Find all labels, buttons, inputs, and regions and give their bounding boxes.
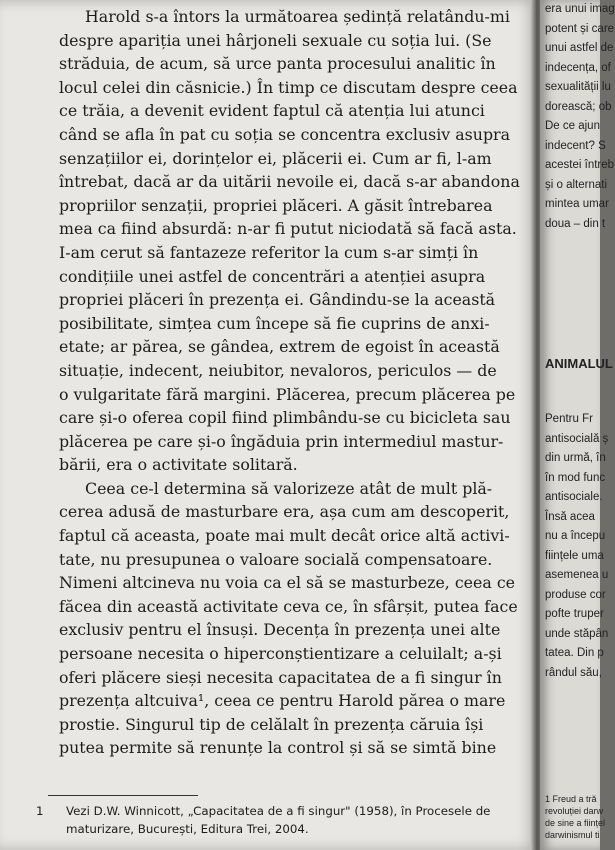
text-line: Ceea ce-l determina să valorizeze atât de mult plă- (85, 478, 493, 498)
text-line: putea permite să renunțe la control și să se simtă bine (59, 738, 497, 758)
right-page-line: mintea umar (545, 198, 609, 210)
footnote-line-1 (36, 803, 526, 821)
right-page-line: ființele uma (545, 549, 604, 562)
right-page-line: în mod func (545, 471, 606, 484)
right-page-line: asemenea u (545, 569, 609, 581)
text-line: despre apariția unei hârjoneli sexuale cu soția lui. (Se (59, 30, 492, 50)
right-page-line: și o alternati (545, 178, 608, 191)
footnote-number: 1 (36, 804, 44, 818)
right-page-footnote (540, 793, 605, 841)
right-page-line: unui astfel de (545, 42, 614, 54)
text-line: care și-o oferea copil fiind plimbându-se cu bicicleta sau (59, 408, 511, 428)
right-page-line: tatea. Din p (545, 647, 604, 659)
right-page-heading: ANIMALUL (545, 356, 613, 371)
right-page-line: De ce ajun (545, 120, 600, 132)
text-line: mea ca fiind absurdă: n-ar fi putut niciodată să facă asta. (59, 219, 517, 239)
right-page-line: revoluției darw (545, 806, 604, 816)
text-line: tate, nu presupunea o valoare socială compensatoare. (59, 549, 493, 569)
text-line: cerea adusă de masturbare era, așa cum am descoperit, (59, 502, 510, 522)
text-line: Harold s-a întors la următoarea ședință relatându-mi (85, 7, 510, 26)
right-page-line: dorească; ob (545, 100, 612, 113)
text-line: propriei plăceri în prezența ei. Gândindu-se la această (59, 290, 496, 310)
right-page-line: potent și care (545, 22, 615, 35)
right-page-line: pofte truper (545, 608, 604, 620)
text-line: faptul că aceasta, poate mai mult decât orice altă activi- (59, 526, 510, 546)
text-line: ce trăia, a devenit evident faptul că atenția lui atunci (59, 101, 485, 121)
text-line: bării, era o activitate solitară. (59, 455, 298, 475)
right-page-line: acestei întreb (545, 159, 615, 171)
right-page-line: doua – din t (545, 217, 606, 230)
right-page-line: produse cor (545, 588, 606, 601)
text-line: condițiile unei astfel de concentrări a atenției asupra (59, 266, 486, 286)
right-page-line: darwinismul ti (545, 830, 600, 840)
right-page-line: antisocială ș (545, 432, 609, 445)
text-line: persoane necesita o hiperconștientizare a celuilalt; a-și (59, 644, 502, 664)
text-line: senzațiilor ei, dorințelor ei, plăcerii ei. Cum ar fi, l-am (59, 148, 492, 168)
right-page-line: unde stăpân (545, 627, 609, 640)
right-page-line: antisociale. (545, 491, 603, 503)
text-line: I-am cerut să fantazeze referitor la cum s-ar simți în (59, 242, 479, 262)
right-page-line: rândul său, (545, 666, 602, 679)
text-line: situație, indecent, neiubitor, nevaloros, periculos — de (59, 360, 497, 380)
right-page-line: de sine a ființel (545, 818, 606, 828)
text-line: o vulgaritate fără margini. Plăcerea, precum plăcerea pe (59, 384, 516, 404)
footnote-text-1: Vezi D.W. Winnicott, „Capacitatea de a fi singur" (1958), în Procesele de (66, 804, 491, 818)
right-page-line: 1 Freud a tră (545, 794, 597, 804)
right-page-line: Pentru Fr (545, 413, 593, 425)
text-line: plăcerea pe care și-o îngăduia prin intermediul mastur- (59, 431, 504, 451)
footnote-rule (48, 795, 198, 796)
text-line: Nimeni altcineva nu voia ca el să se masturbeze, ceea ce (59, 573, 516, 593)
right-page-line: nu a începu (545, 530, 606, 542)
footnote (36, 803, 526, 838)
text-line: oferi plăcere sieși necesita capacitatea de a fi singur în (59, 667, 502, 687)
body-text (59, 5, 521, 760)
text-line: întrebat, dacă ar da uitării nevoile ei, dacă s-ar abandona (59, 172, 520, 192)
right-page-bottom-text (540, 410, 608, 683)
text-line: etate; ar părea, se gândea, extrem de egoist în această (59, 337, 500, 357)
right-page-top-text (540, 0, 615, 234)
text-line: exclusiv pentru el însuși. Decența în prezența unei alte (59, 620, 501, 640)
right-page-line: indecent? S (545, 139, 606, 152)
right-page-line: sexualității lu (545, 81, 611, 93)
right-page-line: Însă acea (545, 510, 595, 523)
text-line: prezența altcuiva¹, ceea ce pentru Harold părea o mare (59, 691, 506, 711)
text-line: posibilitate, simțea cum începe să fie cuprins de anxi- (59, 313, 490, 333)
footnote-text-2: maturizare, București, Editura Trei, 2004. (66, 821, 309, 836)
text-line: străduia, de acum, să urce panta procesului analitic în (59, 54, 496, 74)
right-page-line: indecența, of (545, 61, 611, 74)
text-line: când se afla în pat cu soția se concentra exclusiv asupra (59, 124, 511, 144)
right-page-line: din urmă, în (545, 452, 606, 464)
text-line: locul celei din căsnicie.) În timp ce discutam despre ceea (59, 77, 518, 97)
right-page-line: era unui imag (545, 3, 615, 15)
text-line: făcea din această activitate ceva ce, în sfârșit, putea face (59, 596, 518, 616)
footnote-line-2 (36, 821, 526, 839)
text-line: prostie. Singurul tip de celălalt în prezența căruia își (59, 714, 484, 734)
right-page (540, 0, 615, 850)
text-line: propriilor senzații, propriei plăceri. A găsit întrebarea (59, 195, 493, 215)
